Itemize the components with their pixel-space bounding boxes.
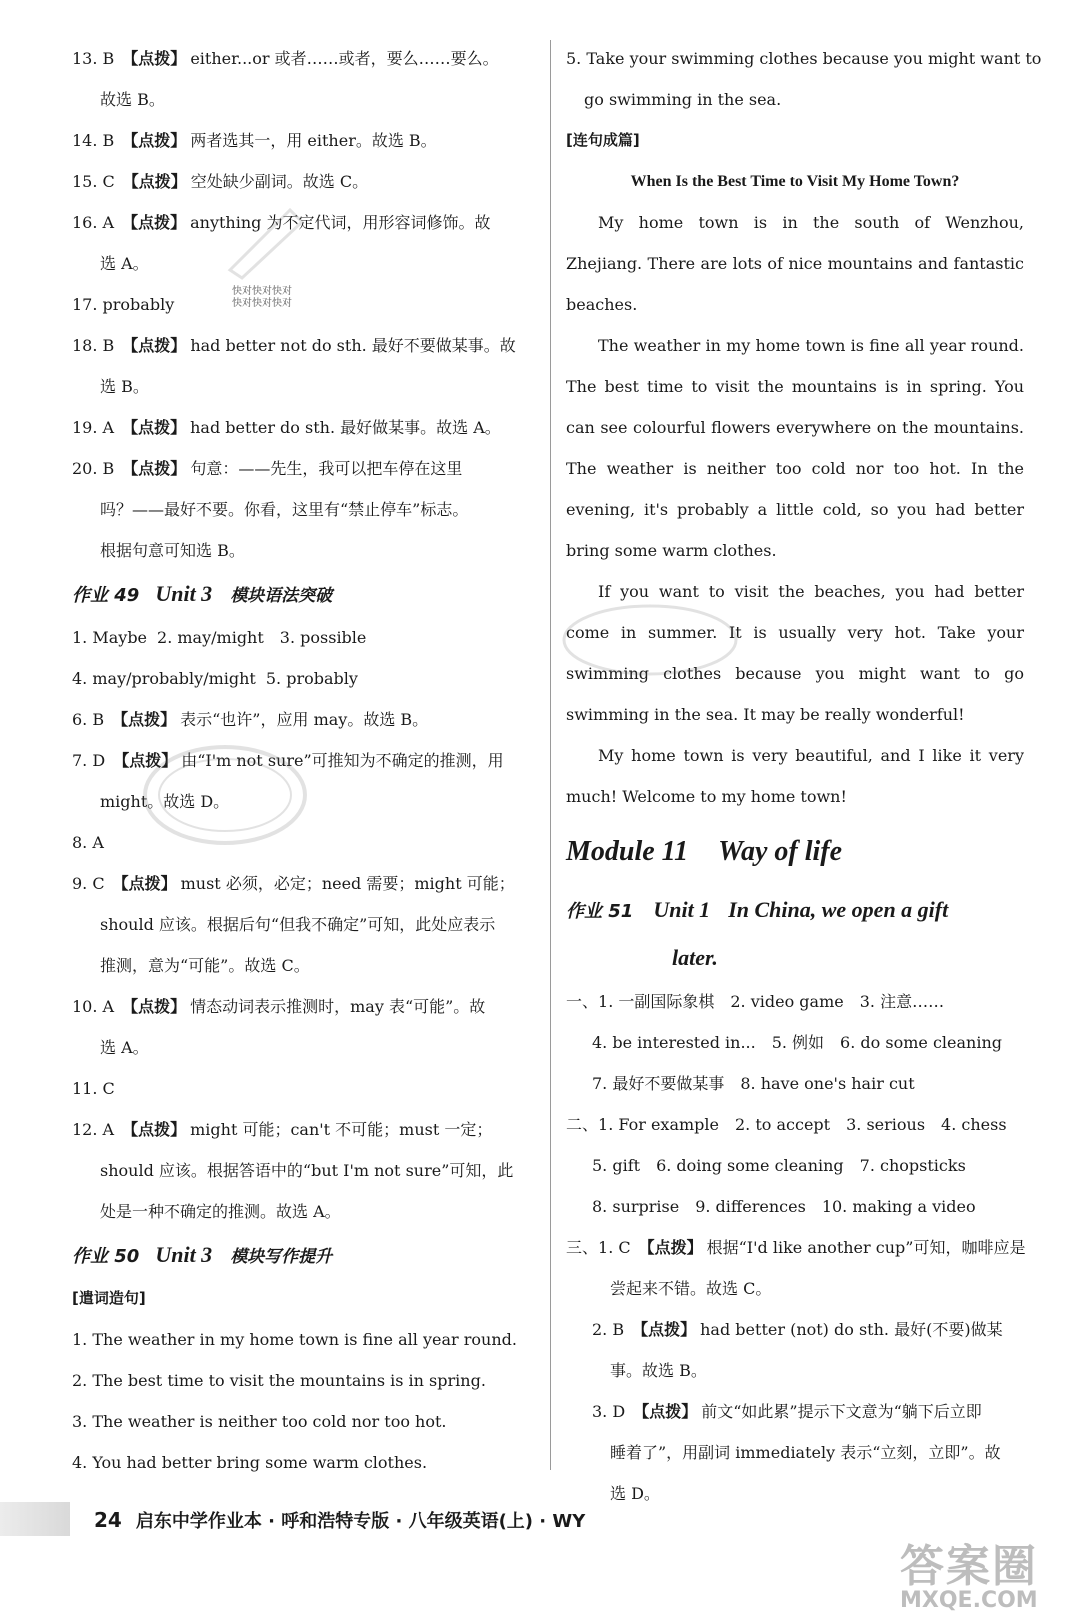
line-text: 根据句意可知选 B。: [100, 541, 245, 560]
item-text: 1. For example 2. to accept 3. serious 4. chess: [598, 1115, 1007, 1134]
page-number: 24: [94, 1508, 122, 1532]
line-text: should 应该。根据后句“但我不确定”可知，此处应表示: [100, 915, 496, 934]
answer-line: [72, 407, 534, 448]
hint-tag: 【点拨】: [122, 418, 187, 437]
item-number: 9. C: [72, 874, 105, 893]
section-title-continued: later.: [672, 945, 718, 970]
item-text: 1. C: [598, 1238, 631, 1257]
answer-line: [72, 945, 534, 986]
answer-line: [72, 202, 534, 243]
answer-line: [72, 243, 534, 284]
answer-line: [72, 38, 534, 79]
item-number: 16. A: [72, 213, 115, 232]
item-number: 1. Maybe: [72, 628, 148, 647]
item-number: 18. B: [72, 336, 115, 355]
answer-line: [72, 530, 534, 571]
item-text: must 必须，必定；need 需要；might 可能；: [180, 874, 515, 893]
module-name: Module 11: [566, 836, 689, 867]
module-heading: [566, 817, 1024, 887]
unit-label: Unit 3: [155, 1242, 213, 1267]
section-header-51: [566, 887, 1024, 981]
answer-line: [566, 1268, 1024, 1309]
hint-tag: 【点拨】: [113, 751, 178, 770]
answer-line: [566, 1227, 1024, 1268]
answer-line: [72, 284, 534, 325]
group-number: 三、: [566, 1238, 599, 1257]
item-text: 事。故选 B。: [610, 1361, 707, 1380]
sentence-line: go swimming in the sea.: [584, 90, 782, 109]
item-text: 5. gift 6. doing some cleaning 7. chopsticks: [592, 1156, 966, 1175]
answer-line: [72, 489, 534, 530]
item-text: 尝起来不错。故选 C。: [610, 1279, 772, 1298]
answer-line: [72, 325, 534, 366]
item-text: 7. 最好不要做某事 8. have one's hair cut: [592, 1074, 915, 1093]
item-rest: 根据“I'd like another cup”可知，咖啡应是: [706, 1238, 1026, 1257]
line-text: 故选 B。: [100, 90, 165, 109]
item-number: 13. B: [72, 49, 115, 68]
item-number: 12. A: [72, 1120, 115, 1139]
item-rest: 前文“如此累”提示下文意为“躺下后立即: [701, 1402, 982, 1421]
hint-tag: 【点拨】: [638, 1238, 703, 1257]
answer-line: [72, 822, 534, 863]
item-text: 4. be interested in... 5. 例如 6. do some cleaning: [592, 1033, 1002, 1052]
subsection-label: [遣词造句]: [72, 1289, 146, 1307]
sentence-line: 3. The weather is neither too cold nor too hot.: [72, 1412, 447, 1431]
answer-line: [566, 1186, 1024, 1227]
answer-line: [72, 781, 534, 822]
line-text: 选 A。: [100, 1038, 149, 1057]
hint-tag: 【点拨】: [112, 710, 177, 729]
hint-tag: 【点拨】: [122, 459, 187, 478]
hint-tag: 【点拨】: [633, 1402, 698, 1421]
passage-paragraph: The weather in my home town is fine all year round. The best time to visit the mountains is in spring. You can see colourful flowers everywhere on the mountains. The weather is neither too cold nor too hot. In the evening, it's probably a little cold, so you had better bring some warm clothes.: [566, 336, 1024, 560]
answer-line: [72, 79, 534, 120]
answer-line: [566, 981, 1024, 1022]
hint-tag: 【点拨】: [122, 172, 187, 191]
item-text: 8. surprise 9. differences 10. making a video: [592, 1197, 976, 1216]
passage-title: When Is the Best Time to Visit My Home Town?: [630, 173, 960, 190]
footer-bar: [0, 1502, 70, 1536]
item-number: 10. A: [72, 997, 115, 1016]
item-number: 17. probably: [72, 295, 175, 314]
hint-tag: 【点拨】: [122, 336, 187, 355]
answer-line: [72, 658, 534, 699]
section-title: In China, we open a gift: [728, 897, 949, 922]
section-header-49: [72, 571, 534, 617]
answer-line: [72, 617, 534, 658]
answer-line: [72, 1068, 534, 1109]
item-text: might 可能；can't 不可能；must 一定；: [190, 1120, 493, 1139]
answer-line: [72, 904, 534, 945]
passage-paragraph: My home town is very beautiful, and I like it very much! Welcome to my home town!: [566, 746, 1024, 806]
answer-line: [72, 1191, 534, 1232]
homework-number: 作业 50: [72, 1246, 140, 1267]
item-text: 选 D。: [610, 1484, 660, 1503]
homework-number: 作业 51: [566, 901, 634, 922]
hint-tag: 【点拨】: [122, 1120, 187, 1139]
subsection-label: [连句成篇]: [566, 131, 640, 149]
item-text: 3. D: [592, 1402, 626, 1421]
item-number: 4. may/probably/might: [72, 669, 256, 688]
line-text: should 应该。根据答语中的“but I'm not sure”可知，此: [100, 1161, 514, 1180]
answer-line: [566, 1391, 1024, 1432]
item-rest: 5. probably: [265, 669, 358, 688]
line-text: 处是一种不确定的推测。故选 A。: [100, 1202, 341, 1221]
item-number: 15. C: [72, 172, 115, 191]
line-text: 推测，意为“可能”。故选 C。: [100, 956, 310, 975]
item-rest: had better (not) do sth. 最好(不要)做某: [700, 1320, 1003, 1339]
answer-line: [566, 1350, 1024, 1391]
hint-tag: 【点拨】: [122, 997, 187, 1016]
line-text: 吗？——最好不要。你看，这里有“禁止停车”标志。: [100, 500, 469, 519]
line-text: 选 A。: [100, 254, 149, 273]
item-text: either...or 或者……或者，要么……要么。: [190, 49, 499, 68]
sentence-line: 5. Take your swimming clothes because you might want to: [566, 49, 1042, 68]
right-column: [566, 38, 1042, 1514]
answer-line: [72, 120, 534, 161]
hint-tag: 【点拨】: [112, 874, 177, 893]
stamp-note: 快对快对快对 快对快对快对: [232, 286, 292, 309]
item-text: 句意：——先生，我可以把车停在这里: [190, 459, 463, 478]
section-title: 模块写作提升: [230, 1247, 333, 1267]
item-number: 20. B: [72, 459, 115, 478]
section-header-50: [72, 1232, 534, 1278]
item-text: had better not do sth. 最好不要做某事。故: [190, 336, 516, 355]
line-text: might。故选 D。: [100, 792, 230, 811]
section-title: 模块语法突破: [230, 586, 333, 606]
hint-tag: 【点拨】: [632, 1320, 697, 1339]
unit-label: Unit 1: [653, 897, 711, 922]
answer-line: [72, 863, 534, 904]
item-text: 由“I'm not sure”可推知为不确定的推测，用: [181, 751, 504, 770]
homework-number: 作业 49: [72, 585, 140, 606]
answer-line: [72, 1150, 534, 1191]
answer-line: [566, 1432, 1024, 1473]
answer-line: [566, 1104, 1024, 1145]
hint-tag: 【点拨】: [122, 49, 187, 68]
group-number: 一、: [566, 992, 599, 1011]
answer-line: [566, 1145, 1024, 1186]
answer-line: [566, 1063, 1024, 1104]
answer-line: [72, 986, 534, 1027]
item-text: 睡着了”，用副词 immediately 表示“立刻，立即”。故: [610, 1443, 1001, 1462]
item-number: 11. C: [72, 1079, 115, 1098]
answer-line: [72, 366, 534, 407]
item-number: 7. D: [72, 751, 106, 770]
item-text: 两者选其一，用 either。故选 B。: [190, 131, 437, 150]
hint-tag: 【点拨】: [122, 213, 187, 232]
answer-line: [72, 740, 534, 781]
item-text: 1. 一副国际象棋 2. video game 3. 注意……: [598, 992, 945, 1011]
item-number: 8. A: [72, 833, 104, 852]
item-number: 19. A: [72, 418, 115, 437]
item-text: had better do sth. 最好做某事。故选 A。: [190, 418, 501, 437]
answer-line: [72, 161, 534, 202]
column-divider: [550, 40, 551, 1470]
item-text: 情态动词表示推测时，may 表“可能”。故: [190, 997, 486, 1016]
sentence-line: 4. You had better bring some warm clothes.: [72, 1453, 428, 1472]
item-text: anything 为不定代词，用形容词修饰。故: [190, 213, 491, 232]
line-text: 选 B。: [100, 377, 149, 396]
answer-line: [566, 1022, 1024, 1063]
site-logo-watermark: 答案圈 MXQE.COM: [900, 1541, 1038, 1613]
answer-line: [566, 1309, 1024, 1350]
module-title: Way of life: [718, 836, 843, 867]
section-header-row: [566, 887, 1024, 935]
footer-text: 启东中学作业本 · 呼和浩特专版 · 八年级英语(上) · WY: [135, 1511, 586, 1532]
unit-label: Unit 3: [155, 581, 213, 606]
answer-line: [72, 1027, 534, 1068]
left-column: [72, 38, 534, 1483]
answer-line: [72, 699, 534, 740]
group-number: 二、: [566, 1115, 599, 1134]
passage-paragraph: If you want to visit the beaches, you had better come in summer. It is usually very hot. Take your swimming clothes because you might want to go swimming in the sea. It may be really wonderful!: [566, 582, 1024, 724]
item-text: 空处缺少副词。故选 C。: [190, 172, 369, 191]
sentence-line: 1. The weather in my home town is fine all year round.: [72, 1330, 517, 1349]
item-number: 6. B: [72, 710, 105, 729]
item-number: 14. B: [72, 131, 115, 150]
hint-tag: 【点拨】: [122, 131, 187, 150]
item-rest: 2. may/might 3. possible: [157, 628, 367, 647]
sentence-line: 2. The best time to visit the mountains is in spring.: [72, 1371, 486, 1390]
item-text: 2. B: [592, 1320, 625, 1339]
item-text: 表示“也许”，应用 may。故选 B。: [180, 710, 429, 729]
answer-line: [72, 448, 534, 489]
answer-line: [72, 1109, 534, 1150]
passage-paragraph: My home town is in the south of Wenzhou, Zhejiang. There are lots of nice mountains and fantastic beaches.: [566, 213, 1024, 314]
